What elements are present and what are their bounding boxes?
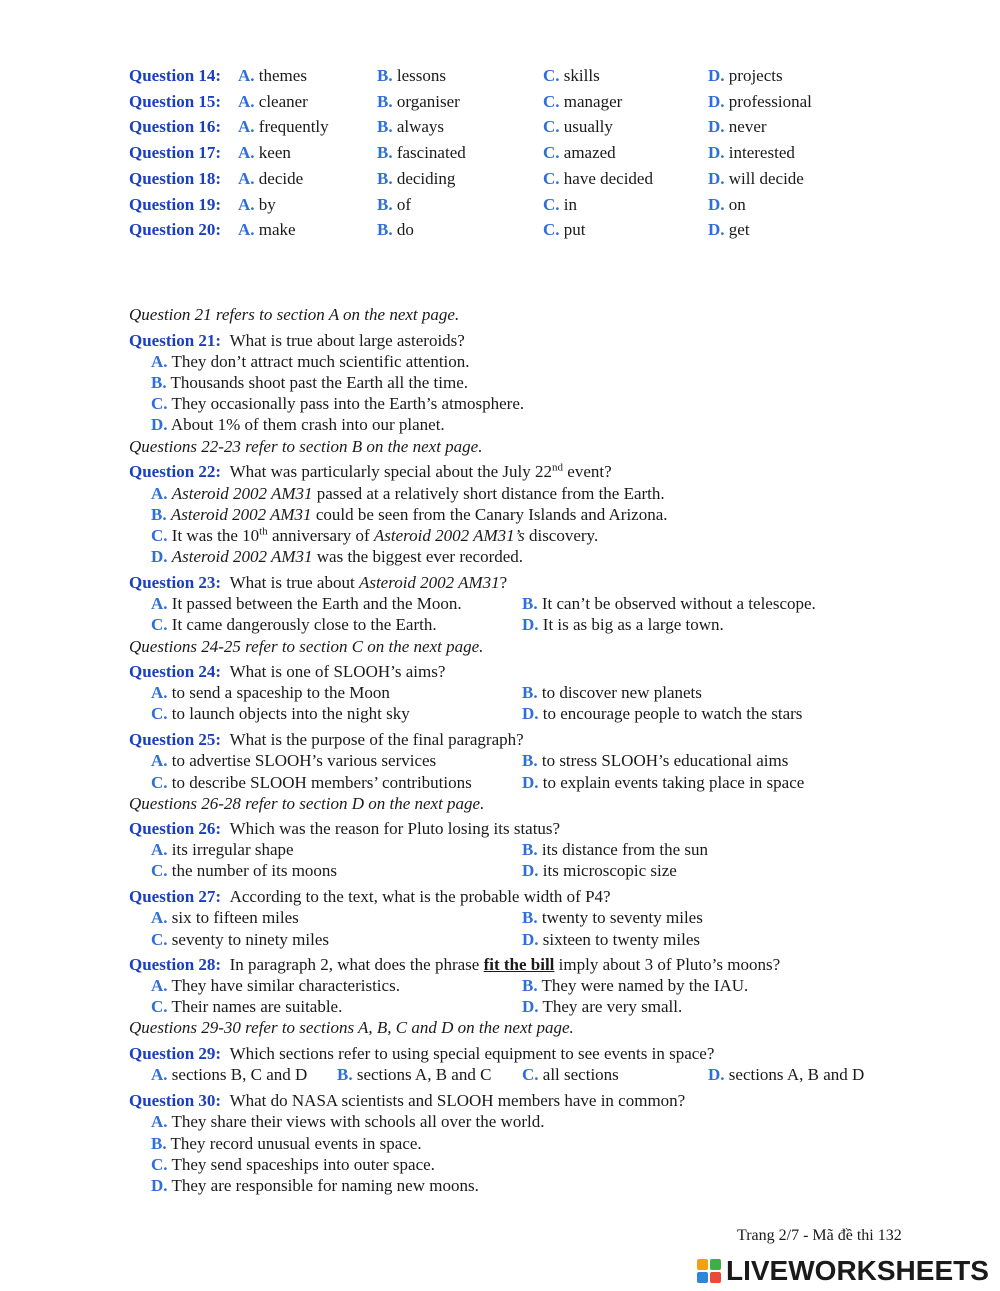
option-30-c[interactable]: C. They send spaceships into outer space.	[151, 1155, 435, 1174]
option-16-d[interactable]: D. never	[708, 117, 767, 137]
option-23-b[interactable]: B. It can’t be observed without a telescope.	[522, 594, 816, 613]
note-q22-23: Questions 22-23 refer to section B on the next page.	[129, 437, 483, 456]
question-stem: What is true about large asteroids?	[229, 331, 465, 350]
option-19-d[interactable]: D. on	[708, 194, 746, 214]
option-30-d[interactable]: D. They are responsible for naming new moons.	[151, 1176, 479, 1195]
option-22-c[interactable]: C. It was the 10th anniversary of Asteroid 2002 AM31’s discovery.	[151, 525, 599, 545]
question-23: Question 23: What is true about Asteroid 2002 AM31?	[129, 573, 508, 592]
option-15-c[interactable]: C. manager	[543, 91, 623, 111]
question-27: Question 27: According to the text, what is the probable width of P4?	[129, 887, 611, 906]
option-17-a[interactable]: A. keen	[238, 143, 291, 163]
question-24: Question 24: What is one of SLOOH’s aims?	[129, 662, 446, 681]
note-q26-28: Questions 26-28 refer to section D on the next page.	[129, 794, 485, 813]
option-14-d[interactable]: D. projects	[708, 66, 783, 85]
question-label: Question 19:	[129, 194, 222, 214]
option-25-b[interactable]: B. to stress SLOOH’s educational aims	[522, 751, 789, 770]
option-17-b[interactable]: B. fascinated	[377, 143, 466, 163]
question-25: Question 25: What is the purpose of the final paragraph?	[129, 730, 524, 749]
note-q24-25: Questions 24-25 refer to section C on the next page.	[129, 637, 484, 656]
question-label: Question 21:	[129, 331, 222, 350]
option-15-b[interactable]: B. organiser	[377, 91, 460, 111]
question-label: Question 17:	[129, 143, 222, 163]
option-21-c[interactable]: C. They occasionally pass into the Earth’s atmosphere.	[151, 394, 525, 413]
option-24-c[interactable]: C. to launch objects into the night sky	[151, 704, 410, 723]
option-18-d[interactable]: D. will decide	[708, 168, 804, 188]
logo-text: LIVEWORKSHEETS	[726, 1255, 989, 1286]
question-label: Question 14:	[129, 66, 222, 85]
note-q21: Question 21 refers to section A on the next page.	[129, 305, 460, 324]
option-14-a[interactable]: A. themes	[238, 66, 307, 85]
option-29-a[interactable]: A. sections B, C and D	[151, 1065, 308, 1084]
note-q29-30: Questions 29-30 refer to sections A, B, C and D on the next page.	[129, 1018, 574, 1037]
question-label: Question 20:	[129, 220, 222, 240]
page-footer: Trang 2/7 - Mã đề thi 132	[737, 1227, 902, 1244]
logo-mark-icon	[697, 1259, 721, 1283]
option-25-d[interactable]: D. to explain events taking place in space	[522, 773, 805, 792]
option-20-d[interactable]: D. get	[708, 220, 750, 240]
option-18-a[interactable]: A. decide	[238, 168, 304, 188]
option-27-c[interactable]: C. seventy to ninety miles	[151, 930, 330, 949]
question-30: Question 30: What do NASA scientists and SLOOH members have in common?	[129, 1091, 686, 1110]
option-19-c[interactable]: C. in	[543, 194, 578, 214]
option-14-b[interactable]: B. lessons	[377, 66, 446, 85]
option-24-d[interactable]: D. to encourage people to watch the stars	[522, 704, 803, 723]
highlighted-phrase: fit the bill	[483, 955, 555, 974]
option-26-a[interactable]: A. its irregular shape	[151, 840, 294, 859]
option-15-d[interactable]: D. professional	[708, 91, 812, 111]
option-24-b[interactable]: B. to discover new planets	[522, 683, 702, 702]
option-25-a[interactable]: A. to advertise SLOOH’s various services	[151, 751, 437, 770]
option-23-c[interactable]: C. It came dangerously close to the Earth.	[151, 615, 437, 634]
option-21-a[interactable]: A. They don’t attract much scientific attention.	[151, 352, 470, 371]
option-20-c[interactable]: C. put	[543, 220, 586, 240]
option-30-a[interactable]: A. They share their views with schools all over the world.	[151, 1112, 545, 1131]
option-16-b[interactable]: B. always	[377, 117, 445, 137]
option-19-b[interactable]: B. of	[377, 194, 412, 214]
option-27-b[interactable]: B. twenty to seventy miles	[522, 908, 703, 927]
question-26: Question 26: Which was the reason for Pluto losing its status?	[129, 819, 561, 838]
question-label: Question 15:	[129, 91, 222, 111]
option-18-c[interactable]: C. have decided	[543, 168, 653, 188]
option-26-d[interactable]: D. its microscopic size	[522, 861, 677, 880]
option-16-a[interactable]: A. frequently	[238, 117, 329, 137]
option-19-a[interactable]: A. by	[238, 194, 276, 214]
option-21-d[interactable]: D. About 1% of them crash into our planet.	[151, 415, 445, 434]
question-label: Question 18:	[129, 168, 222, 188]
option-29-b[interactable]: B. sections A, B and C	[337, 1065, 492, 1084]
option-14-c[interactable]: C. skills	[543, 66, 600, 85]
option-22-a[interactable]: A. Asteroid 2002 AM31 passed at a relatively short distance from the Earth.	[151, 484, 665, 503]
option-28-b[interactable]: B. They were named by the IAU.	[522, 976, 749, 995]
option-15-a[interactable]: A. cleaner	[238, 91, 308, 111]
liveworksheets-logo	[697, 1256, 989, 1286]
option-18-b[interactable]: B. deciding	[377, 168, 456, 188]
option-22-b[interactable]: B. Asteroid 2002 AM31 could be seen from the Canary Islands and Arizona.	[151, 505, 668, 524]
option-26-c[interactable]: C. the number of its moons	[151, 861, 338, 880]
option-17-c[interactable]: C. amazed	[543, 143, 616, 163]
option-20-a[interactable]: A. make	[238, 220, 296, 240]
option-20-b[interactable]: B. do	[377, 220, 414, 240]
question-21	[129, 331, 465, 351]
option-29-c[interactable]: C. all sections	[522, 1065, 619, 1084]
question-22: Question 22: What was particularly special about the July 22nd event?	[129, 461, 612, 481]
option-28-d[interactable]: D. They are very small.	[522, 997, 683, 1016]
question-label: Question 16:	[129, 117, 222, 137]
option-24-a[interactable]: A. to send a spaceship to the Moon	[151, 683, 390, 702]
option-23-d[interactable]: D. It is as big as a large town.	[522, 615, 724, 634]
option-21-b[interactable]: B. Thousands shoot past the Earth all the time.	[151, 373, 468, 392]
option-23-a[interactable]: A. It passed between the Earth and the Moon.	[151, 594, 462, 613]
option-17-d[interactable]: D. interested	[708, 143, 795, 163]
option-29-d[interactable]: D. sections A, B and D	[708, 1065, 865, 1084]
question-28: Question 28: In paragraph 2, what does the phrase fit the bill imply about 3 of Pluto’s moons?	[129, 955, 781, 974]
option-16-c[interactable]: C. usually	[543, 117, 613, 137]
question-29: Question 29: Which sections refer to using special equipment to see events in space?	[129, 1044, 715, 1063]
option-28-a[interactable]: A. They have similar characteristics.	[151, 976, 400, 995]
option-28-c[interactable]: C. Their names are suitable.	[151, 997, 343, 1016]
option-27-d[interactable]: D. sixteen to twenty miles	[522, 930, 701, 949]
option-27-a[interactable]: A. six to fifteen miles	[151, 908, 299, 927]
option-22-d[interactable]: D. Asteroid 2002 AM31 was the biggest ever recorded.	[151, 547, 524, 566]
option-26-b[interactable]: B. its distance from the sun	[522, 840, 709, 859]
option-30-b[interactable]: B. They record unusual events in space.	[151, 1134, 422, 1153]
option-25-c[interactable]: C. to describe SLOOH members’ contributions	[151, 773, 472, 792]
